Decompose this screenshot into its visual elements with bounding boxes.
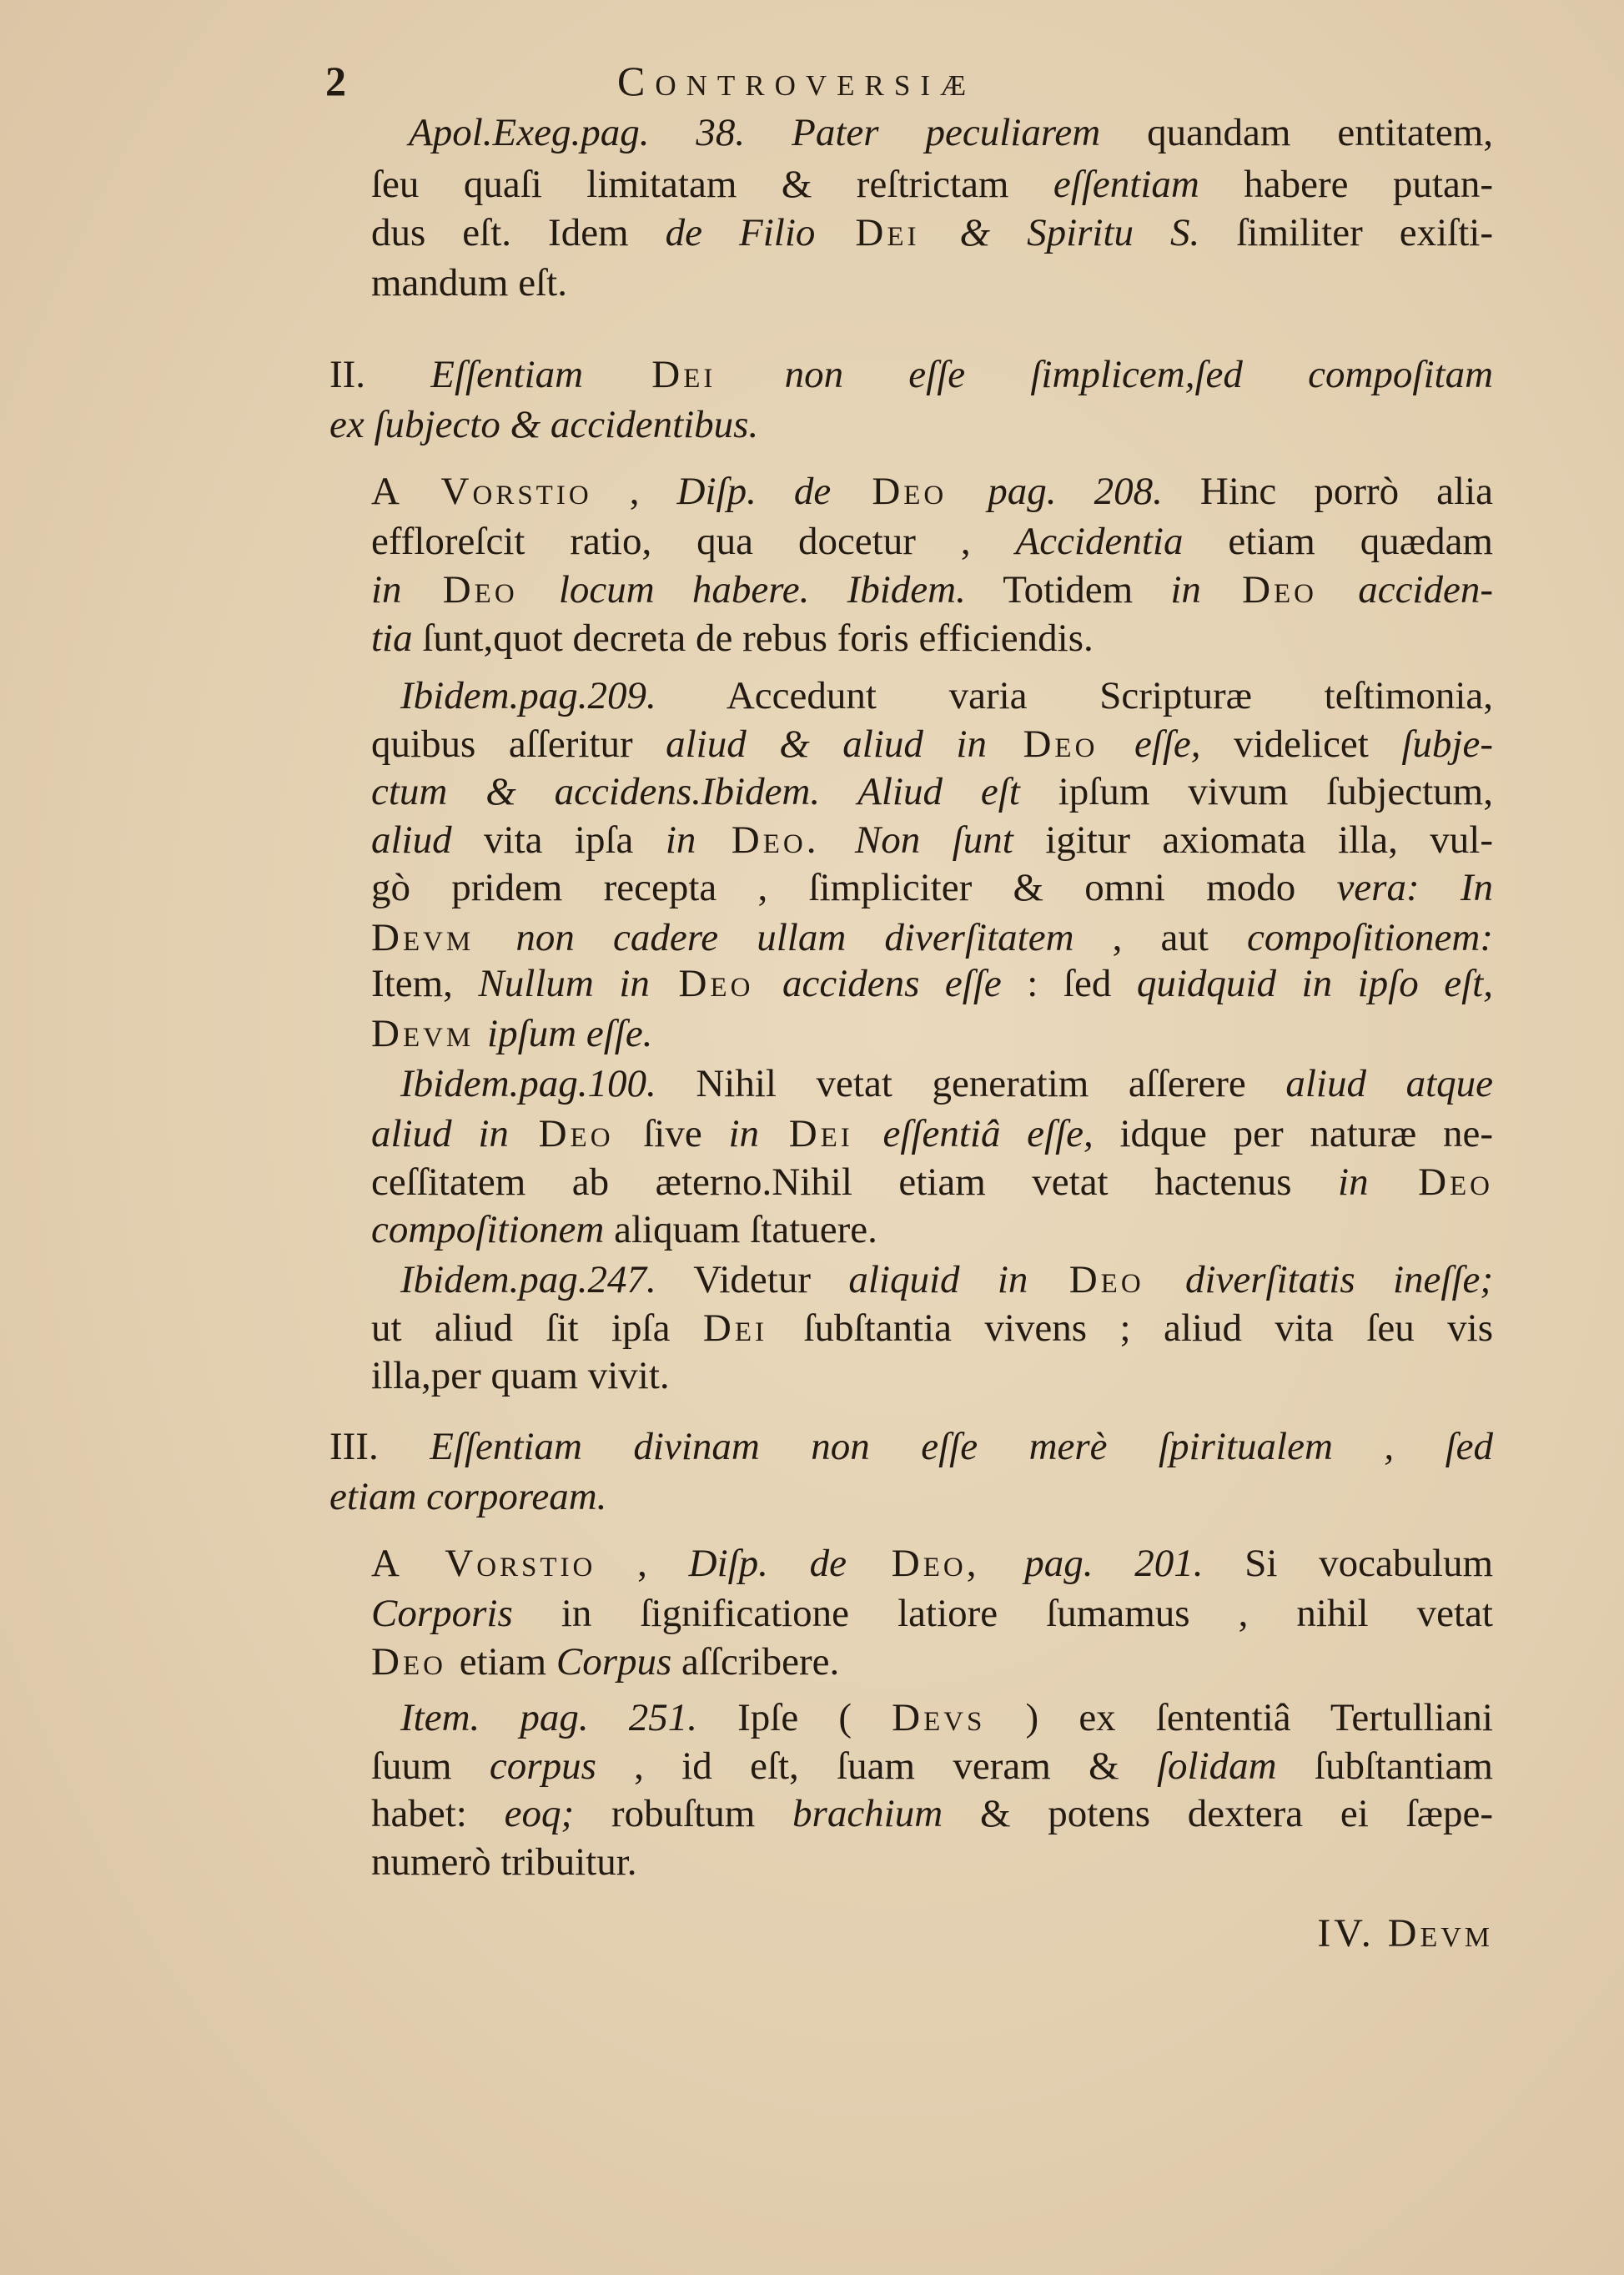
text-line: [371, 959, 1493, 1008]
roman-text: III.: [329, 1425, 430, 1468]
italic-text: Item. pag. 251.: [400, 1696, 698, 1739]
italic-text: non eſſe ſimplicem,ſed compoſitam: [784, 353, 1494, 396]
roman-text: ſuum: [371, 1744, 490, 1788]
italic-text: brachium: [792, 1792, 943, 1835]
italic-text: Eſſentiam divinam non eſſe merè ſpiritualem , ſed: [430, 1425, 1493, 1468]
text-line: [371, 1589, 1493, 1638]
italic-text: pag. 201.: [1024, 1542, 1204, 1585]
roman-text: Videtur: [656, 1258, 849, 1301]
text-line: [371, 1205, 1493, 1254]
roman-text: numerò tribuitur.: [371, 1840, 637, 1884]
roman-text: ut aliud ſit ipſa: [371, 1306, 703, 1350]
italic-text: compoſitionem:: [1247, 916, 1494, 959]
italic-text: quidquid in ipſo eſt,: [1136, 962, 1493, 1005]
catchword: IV. Devm: [1317, 1911, 1493, 1955]
small-caps-text: Deo: [371, 1640, 460, 1684]
text-line: [400, 1059, 1493, 1108]
text-line: [371, 614, 1493, 662]
roman-text: ) ex ſententiâ Tertulliani: [985, 1696, 1493, 1739]
italic-text: ſolidam: [1156, 1744, 1277, 1788]
italic-text: ipſum eſſe.: [487, 1012, 653, 1055]
roman-text: , id eſt, ſuam veram &: [596, 1744, 1157, 1788]
text-line: [371, 467, 1493, 516]
italic-text: corpus: [489, 1744, 596, 1788]
text-line: [371, 863, 1493, 912]
italic-text: Nullum in: [478, 962, 650, 1005]
italic-text: locum habere. Ibidem.: [558, 568, 966, 612]
italic-text: Corporis: [371, 1592, 513, 1635]
italic-text: Non ſunt: [854, 818, 1013, 862]
text-line: [371, 1638, 1493, 1686]
italic-text: tia: [371, 617, 413, 660]
text-line: [400, 1694, 1493, 1742]
roman-text: videlicet: [1200, 722, 1402, 766]
text-line: [371, 259, 1493, 307]
text-line: [371, 566, 1493, 614]
small-caps-text: A Vorstio: [371, 1542, 596, 1585]
roman-text: : ſed: [1001, 962, 1137, 1005]
italic-text: eſſe,: [1134, 722, 1201, 766]
text-line: [371, 914, 1493, 962]
roman-text: mandum eſt.: [371, 261, 567, 305]
small-caps-text: Deo: [508, 1112, 644, 1155]
text-line: [371, 1789, 1493, 1838]
text-line: [371, 1158, 1493, 1206]
italic-text: aliud atque: [1285, 1062, 1493, 1105]
text-line: [371, 816, 1493, 864]
small-caps-text: Devm: [371, 916, 516, 959]
italic-text: aliud: [371, 818, 452, 862]
italic-text: Diſp. de: [676, 470, 832, 513]
text-line: [371, 1742, 1493, 1790]
text-line: [329, 1422, 1493, 1471]
small-caps-text: Dei: [815, 211, 960, 254]
text-line: [371, 1110, 1493, 1158]
italic-text: eſſentiam: [1053, 163, 1199, 206]
roman-text: in ſignificatione latiore ſumamus , nihil vetat: [512, 1592, 1493, 1635]
roman-text: Si vocabulum: [1203, 1542, 1494, 1585]
roman-text: ſubſtantiam: [1276, 1744, 1493, 1788]
small-caps-text: Deo.: [696, 818, 855, 862]
text-line: [409, 108, 1493, 157]
italic-text: eoq;: [504, 1792, 575, 1835]
text-line: [371, 517, 1493, 566]
roman-text: quandam entitatem,: [1100, 111, 1494, 154]
text-line: [371, 160, 1493, 209]
small-caps-text: Deo: [1200, 568, 1359, 612]
italic-text: ſubje-: [1401, 722, 1493, 766]
italic-text: Ibidem.pag.209.: [400, 674, 656, 717]
small-caps-text: Dei: [583, 353, 785, 396]
roman-text: effloreſcit ratio, qua docetur ,: [371, 520, 1016, 563]
italic-text: compoſitionem: [371, 1208, 605, 1251]
roman-text: ſunt,quot decreta de rebus foris efficiendis.: [412, 617, 1094, 660]
small-caps-text: Deo: [649, 962, 782, 1005]
roman-text: Hinc porrò alia: [1162, 470, 1494, 513]
page-number: 2: [325, 58, 346, 104]
small-caps-text: Deo: [1368, 1160, 1493, 1204]
roman-text: robuſtum: [574, 1792, 793, 1835]
small-caps-text: Deo: [831, 470, 988, 513]
italic-text: aliquid in: [848, 1258, 1028, 1301]
small-caps-text: A Vorstio: [371, 470, 592, 513]
italic-text: etiam corpoream.: [329, 1475, 607, 1518]
roman-text: ſeu quaſi limitatam & reſtrictam: [371, 163, 1053, 206]
roman-text: Ipſe (: [697, 1696, 892, 1739]
text-line: [371, 768, 1493, 816]
italic-text: acciden-: [1358, 568, 1493, 612]
roman-text: habet:: [371, 1792, 505, 1835]
roman-text: etiam: [459, 1640, 556, 1684]
small-caps-text: Devm: [371, 1012, 488, 1055]
text-line: [371, 209, 1493, 257]
italic-text: in: [665, 818, 696, 862]
roman-text: Accedunt varia Scripturæ teſtimonia,: [656, 674, 1493, 717]
roman-text: Nihil vetat generatim aſſerere: [656, 1062, 1286, 1105]
roman-text: Totidem: [965, 568, 1171, 612]
roman-text: & potens dextera ei ſæpe-: [943, 1792, 1493, 1835]
italic-text: accidens eſſe: [782, 962, 1002, 1005]
roman-text: ſimiliter exiſti-: [1199, 211, 1493, 254]
roman-text: , aut: [1073, 916, 1248, 959]
italic-text: Diſp. de: [688, 1542, 847, 1585]
roman-text: etiam quædam: [1183, 520, 1493, 563]
italic-text: eſſentiâ eſſe,: [882, 1112, 1094, 1155]
text-line: [371, 1351, 1493, 1400]
italic-text: Apol.Exeg.pag. 38. Pater peculiarem: [409, 111, 1101, 154]
roman-text: aliquam ſtatuere.: [604, 1208, 877, 1251]
italic-text: Ibidem.pag.247.: [400, 1258, 656, 1301]
roman-text: dus eſt. Idem: [371, 211, 666, 254]
roman-text: Item,: [371, 962, 479, 1005]
italic-text: de Filio: [665, 211, 816, 254]
roman-text: ceſſitatem ab æterno.Nihil etiam vetat hactenus: [371, 1160, 1339, 1204]
roman-text: idque per naturæ ne-: [1093, 1112, 1493, 1155]
text-line: [329, 1472, 1493, 1521]
italic-text: non cadere ullam diverſitatem: [515, 916, 1074, 959]
text-line: [371, 1009, 1493, 1058]
roman-text: gò pridem recepta , ſimpliciter & omni modo: [371, 866, 1337, 909]
roman-text: ,: [591, 470, 677, 513]
italic-text: diverſitatis ineſſe;: [1184, 1258, 1494, 1301]
small-caps-text: Dei: [702, 1306, 804, 1350]
running-title: Controversiæ: [617, 58, 977, 104]
italic-text: in: [371, 568, 402, 612]
italic-text: Accidentia: [1015, 520, 1184, 563]
italic-text: in: [1170, 568, 1201, 612]
text-line: [400, 1256, 1493, 1304]
italic-text: ctum & accidens.Ibidem. Aliud eſt: [371, 770, 1020, 813]
italic-text: vera: In: [1336, 866, 1493, 909]
roman-text: vita ipſa: [451, 818, 666, 862]
italic-text: & Spiritu S.: [959, 211, 1200, 254]
italic-text: Eſſentiam: [430, 353, 584, 396]
text-line: [400, 672, 1493, 720]
roman-text: quibus aſſeritur: [371, 722, 666, 766]
small-caps-text: Deo: [401, 568, 559, 612]
small-caps-text: Deo: [986, 722, 1134, 766]
roman-text: ſive: [643, 1112, 729, 1155]
italic-text: Ibidem.pag.100.: [400, 1062, 656, 1105]
roman-text: II.: [329, 353, 431, 396]
text-line: [329, 400, 1493, 449]
italic-text: ex ſubjecto & accidentibus.: [329, 403, 759, 446]
small-caps-text: Devs: [892, 1696, 986, 1739]
text-line: [371, 720, 1493, 768]
italic-text: aliud in: [371, 1112, 509, 1155]
roman-text: ,: [596, 1542, 689, 1585]
text-line: [371, 1304, 1493, 1352]
roman-text: ſubſtantia vivens ; aliud vita ſeu vis: [803, 1306, 1494, 1350]
roman-text: igitur axiomata illa, vul-: [1013, 818, 1494, 862]
small-caps-text: Deo,: [847, 1542, 1025, 1585]
italic-text: in: [1338, 1160, 1369, 1204]
running-header: [325, 57, 1510, 110]
italic-text: Corpus: [556, 1640, 672, 1684]
roman-text: ipſum vivum ſubjectum,: [1019, 770, 1493, 813]
roman-text: habere putan-: [1199, 163, 1493, 206]
roman-text: illa,per quam vivit.: [371, 1354, 670, 1397]
small-caps-text: Dei: [759, 1112, 883, 1155]
italic-text: in: [728, 1112, 759, 1155]
text-line: [371, 1838, 1493, 1886]
italic-text: aliud & aliud in: [666, 722, 987, 766]
roman-text: aſſcribere.: [671, 1640, 840, 1684]
italic-text: pag. 208.: [988, 470, 1163, 513]
text-line: [371, 1539, 1493, 1588]
text-line: [329, 350, 1493, 399]
small-caps-text: Deo: [1028, 1258, 1185, 1301]
